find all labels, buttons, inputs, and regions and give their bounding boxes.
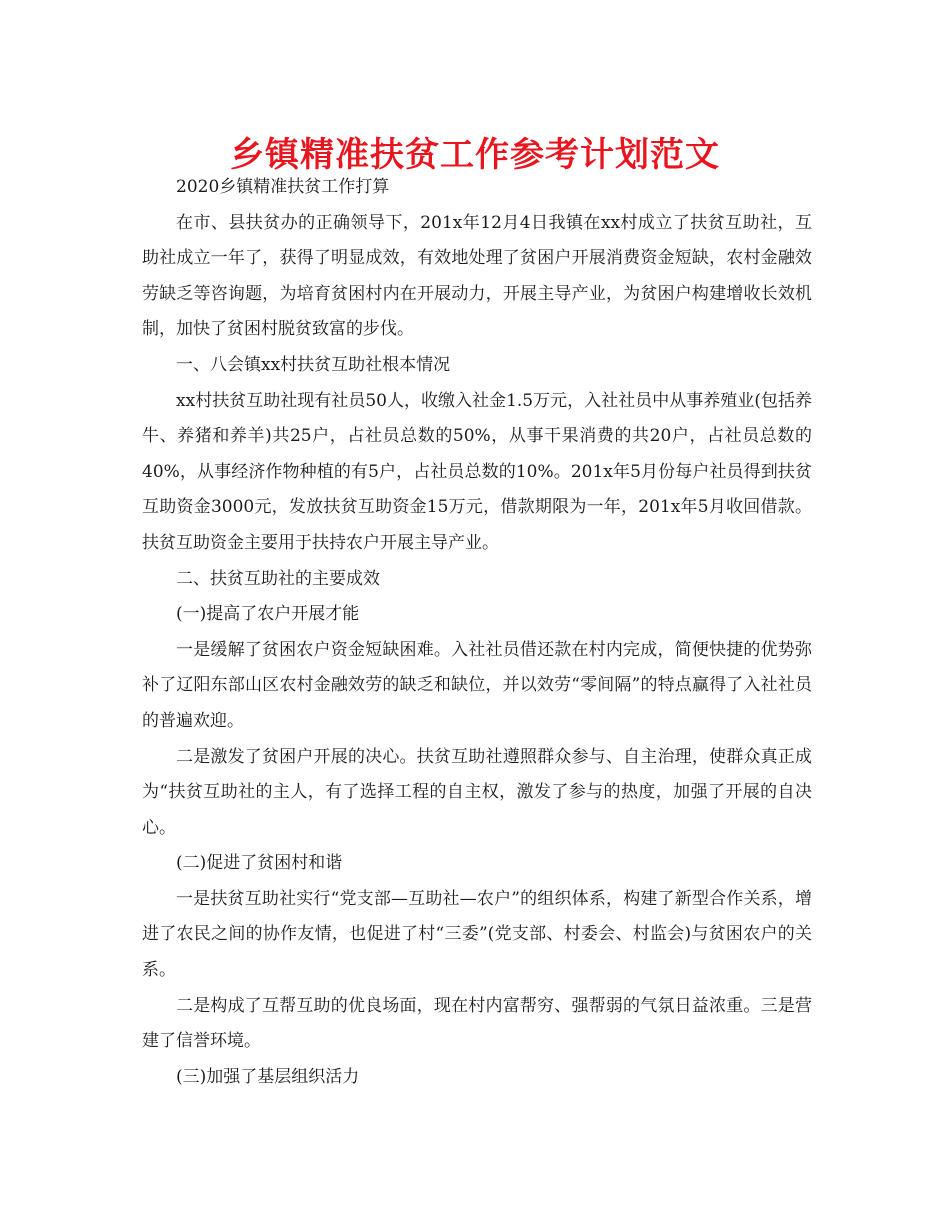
section-heading: 二、扶贫互助社的主要成效 [176,568,380,589]
section-heading: 一、八会镇xx村扶贫互助社根本情况 [176,354,451,375]
subsection-heading: (一)提高了农户开展才能 [176,604,360,625]
paragraph: 一是缓解了贫困农户资金短缺困难。入社社员借还款在村内完成，简便快捷的优势弥补了辽阳东部山区农村金融效劳的缺乏和缺位，并以效劳“零间隔”的特点赢得了入社社员的普遍欢迎。 [142,639,812,731]
paragraph: 2020乡镇精准扶贫工作打算 [176,177,390,197]
subsection-heading: (三)加强了基层组织活力 [176,1066,360,1087]
paragraph: 二是构成了互帮互助的优良场面，现在村内富帮穷、强帮弱的气氛日益浓重。三是营建了信誉环境。 [142,995,812,1052]
paragraph: 在市、县扶贫办的正确领导下，201x年12月4日我镇在xx村成立了扶贫互助社，互助社成立一年了，获得了明显成效，有效地处理了贫困户开展消费资金短缺，农村金融效劳缺乏等咨询题，为培育贫困村内在开展动力，开展主导产业，为贫困户构建增收长效机制，加快了贫困村脱贫致富的步伐。 [142,212,812,340]
paragraph: 一是扶贫互助社实行“党支部—互助社—农户”的组织体系，构建了新型合作关系，增进了农民之间的协作友情，也促进了村“三委”(党支部、村委会、村监会)与贫困农户的关系。 [142,888,812,981]
paragraph: xx村扶贫互助社现有社员50人，收缴入社金1.5万元，入社社员中从事养殖业(包括养牛、养猪和养羊)共25户，占社员总数的50%，从事干果消费的共20户，占社员总数的40%，从事经济作物种植的有5户，占社员总数的10%。201x年5月份每户社员得到扶贫互助资金3000元，发放扶贫互助资金15万元，借款期限为一年，201x年5月收回借款。扶贫互助资金主要用于扶持农户开展主导产业。 [142,390,812,553]
document-body [142,170,812,1095]
paragraph: 二是激发了贫困户开展的决心。扶贫互助社遵照群众参与、自主治理，使群众真正成为“扶贫互助社的主人，有了选择工程的自主权，激发了参与的热度，加强了开展的自决心。 [142,746,812,838]
subsection-heading: (二)促进了贫困村和谐 [176,853,343,874]
document-title: 乡镇精准扶贫工作参考计划范文 [230,135,720,175]
